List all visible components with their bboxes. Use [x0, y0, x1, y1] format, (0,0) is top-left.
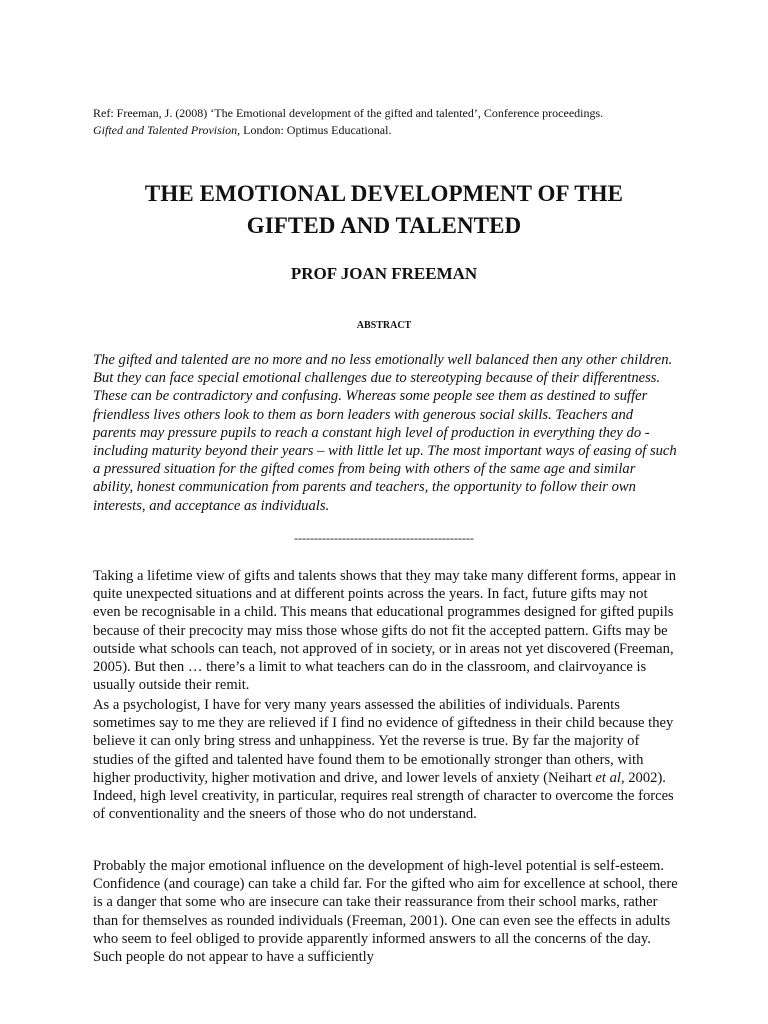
body-paragraph-2: [93, 696, 678, 823]
paragraph-2-citation-italic: et al: [595, 769, 621, 786]
section-separator: ---------------------------------------------: [294, 531, 474, 545]
body-paragraph-1: Taking a lifetime view of gifts and talents shows that they may take many different forms, appear in quite unexpected situations and at different points across the years. In fact, future gifts may not even be recognisable in a child. This means that educational programmes designed for gifted pupils because of their precocity may miss those whose gifts do not fit the accepted pattern. Gifts may be outside what schools can teach, not approved of in society, or in areas not yet discovered (Freeman, 2005). But then … there’s a limit to what teachers can do in the classroom, and clairvoyance is usually outside their remit.: [93, 568, 677, 694]
paragraph-2-text-end: , 2002). Indeed, high level creativity, in particular, requires real strength of character to overcome the forces of conventionality and the sneers of those who do not understand.: [93, 769, 674, 823]
abstract-body: The gifted and talented are no more and no less emotionally well balanced then any other children. But they can face special emotional challenges due to stereotyping because of their differentness. These can be contradictory and confusing. Whereas some people see them as destined to suffer friendless lives others look to them as born leaders with generous social skills. Teachers and parents may pressure pupils to reach a constant high level of production in everything they do - including maturity beyond their years – with little let up. The most important ways of easing of such a pressured situation for the gifted comes from being with others of the same age and similar ability, honest communication from parents and teachers, the opportunity to follow their own interests, and acceptance as individuals.: [93, 352, 677, 514]
document-title: [93, 178, 675, 242]
reference-line-2: [93, 122, 675, 139]
body-paragraph-3: Probably the major emotional influence on the development of high-level potential is self-esteem. Confidence (and courage) can take a child far. For the gifted who aim for excellence at school, there is a danger that some who are insecure can take their reassurance from their school marks, rather than for themselves as rounded individuals (Freeman, 2001). One can even see the effects in adults who seem to feel obliged to provide apparently informed answers to all the concerns of the day. Such people do not appear to have a sufficiently: [93, 858, 678, 966]
abstract-heading: ABSTRACT: [356, 320, 412, 331]
reference-publication-title: Gifted and Talented Provision: [93, 123, 238, 137]
paragraph-2-text-start: As a psychologist, I have for very many years assessed the abilities of individuals. Parents sometimes say to me they are relieved if I find no evidence of giftedness in their child because they believe it can only bring stress and unhappiness. Yet the reverse is true. By far the majority of studies of the gifted and talented have found them to be emotionally stronger than others, with higher productivity, higher motivation and drive, and lower levels of anxiety (Neihart: [93, 697, 674, 786]
title-line-1: THE EMOTIONAL DEVELOPMENT OF THE: [144, 181, 624, 206]
reference-line-1: Ref: Freeman, J. (2008) ‘The Emotional development of the gifted and talented’, Conference proceedings.: [93, 106, 604, 120]
reference-publisher: , London: Optimus Educational.: [237, 123, 392, 137]
author-name: PROF JOAN FREEMAN: [290, 264, 478, 283]
title-line-2: GIFTED AND TALENTED: [246, 213, 522, 238]
reference-citation: [93, 105, 675, 139]
